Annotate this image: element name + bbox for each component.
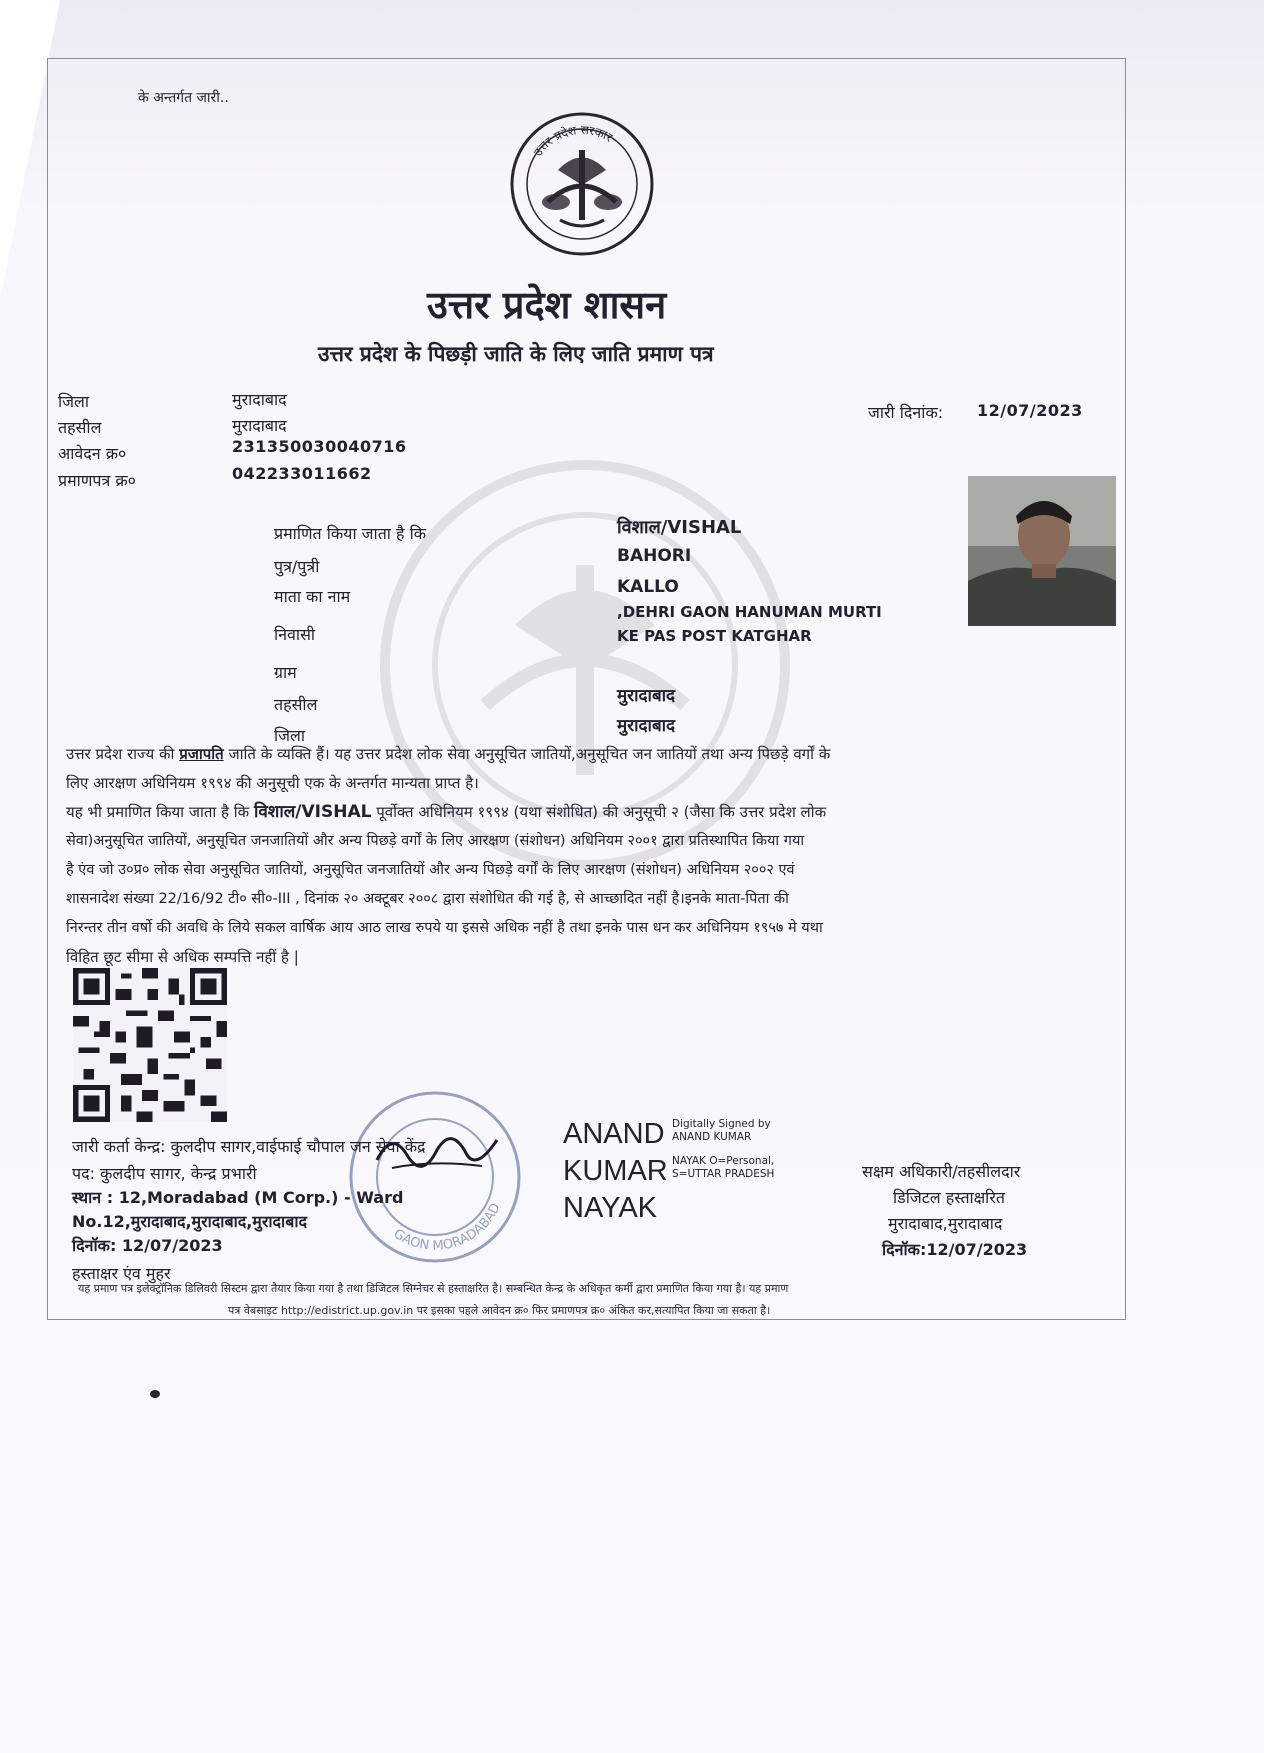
certificate-number: 042233011662 [232,464,372,483]
page-subtitle: उत्तर प्रदेश के पिछड़ी जाति के लिए जाति प्रमाण पत्र [318,342,714,366]
son-of-label: पुत्र/पुत्री [274,557,320,576]
details-tehsil-value: मुरादाबाद [617,686,676,706]
caste-name: प्रजापति [179,745,224,763]
up-government-emblem-icon [508,110,656,258]
application-number: 231350030040716 [232,437,407,456]
digital-sign-line-2: ANAND KUMAR [672,1131,752,1143]
body-line-3-post: पूर्वोक्त अधिनियम १९९४ (यथा संशोधित) की अनुसूची २ (जैसा कि उत्तर प्रदेश लोक [371,803,827,821]
authority-place: मुरादाबाद,मुरादाबाद [888,1214,1003,1233]
tehsil-label: तहसील [58,418,102,437]
authority-title: सक्षम अधिकारी/तहसीलदार [862,1162,1021,1181]
issuer-place-line-2: No.12,मुरादाबाद,मुरादाबाद,मुरादाबाद [72,1212,307,1231]
digital-sign-name-1: ANAND [563,1118,665,1150]
issue-date: 12/07/2023 [977,401,1083,420]
digital-sign-line-4: S=UTTAR PRADESH [672,1168,775,1180]
svg-text:उत्तर प्रदेश सरकार [531,123,616,159]
resident-line-2: KE PAS POST KATGHAR [617,627,812,645]
resident-label: निवासी [274,625,316,644]
ink-dot [150,1390,160,1398]
issue-date-label: जारी दिनांक: [868,403,944,422]
authority-date: दिनॉक:12/07/2023 [882,1240,1028,1259]
issuer-sign-label: हस्ताक्षर एंव मुहर [72,1264,171,1283]
digital-sign-name-2: KUMAR [563,1155,668,1187]
issuer-place-line-1: स्थान : 12,Moradabad (M Corp.) - Ward [72,1188,404,1207]
issuer-date: दिनॉक: 12/07/2023 [72,1236,223,1255]
applicant-name: विशाल/VISHAL [617,517,742,538]
digital-sign-line-3: NAYAK O=Personal, [672,1155,775,1167]
district-label: जिला [58,392,90,411]
applicant-photo-image [968,476,1116,626]
authority-sign: डिजिटल हस्ताक्षरित [893,1188,1005,1207]
qr-code-icon [72,968,228,1122]
details-district-label: जिला [274,726,306,745]
body-line-8: विहित छूट सीमा से अधिक सम्पत्ति नहीं है | [66,948,299,966]
resident-line-1: ,DEHRI GAON HANUMAN MURTI [617,603,882,621]
village-label: ग्राम [274,663,297,682]
digital-sign-line-1: Digitally Signed by [672,1118,771,1130]
certificate-label: प्रमाणपत्र क्र० [58,471,136,490]
footer-line-2: पत्र वेबसाइट http://edistrict.up.gov.in पर इसका पहले आवेदन क्र० फिर प्रमाणपत्र क्र० अंकित कर,सत्यापित किया जा सकता है। [228,1304,771,1317]
body-line-1-post: जाति के व्यक्ति हैं। यह उत्तर प्रदेश लोक सेवा अनुसूचित जातियों,अनुसूचित जन जातियों तथा अन्य पिछड़े वर्गों के [223,745,831,763]
father-name: BAHORI [617,546,692,566]
body-line-3-pre: यह भी प्रमाणित किया जाता है कि [66,803,254,821]
details-tehsil-label: तहसील [274,695,318,714]
applicant-photo [968,476,1116,626]
body-line-7: निरन्तर तीन वर्षो की अवधि के लिये सकल वार्षिक आय आठ लाख रुपये या इससे अधिक नहीं है तथा इनके पास धन कर अधिनियम १९५७ मे यथा [66,920,823,936]
tehsil-value: मुरादाबाद [232,416,287,435]
body-line-6: शासनादेश संख्या 22/16/92 टी० सी०-III , दिनांक २० अक्टूबर २००८ द्वारा संशोधित की गई है, से आच्छादित नहीं है।इनके माता-पिता की [66,891,789,907]
emblem-text: उत्तर प्रदेश सरकार [530,122,615,159]
body-line-1-pre: उत्तर प्रदेश राज्य की [66,745,180,763]
seal-text: GAON MORADABAD [390,1201,504,1254]
application-label: आवेदन क्र० [58,444,127,463]
body-line-3 [66,798,1128,827]
details-district-value: मुरादाबाद [617,716,676,736]
body-line-4: सेवा)अनुसूचित जातियों, अनुसूचित जनजातियों और अन्य पिछड़े वर्गों के लिए आरक्षण (संशोधन) अधिनियम २००१ द्वारा प्रतिस्थापित किया गया [66,833,805,849]
mother-label: माता का नाम [274,587,351,606]
digital-sign-name-3: NAYAK [563,1192,658,1224]
body-applicant-name: विशाल/VISHAL [253,802,372,822]
issuer-center: जारी कर्ता केन्द्र: कुलदीप सागर,वाईफाई चौपाल जन सेवा केंद्र [72,1137,426,1156]
body-line-2: लिए आरक्षण अधिनियम १९९४ की अनुसूची एक के अन्तर्गत मान्यता प्राप्त है। [66,774,479,792]
mother-name: KALLO [617,577,679,597]
body-line-1 [66,740,1128,769]
certified-label: प्रमाणित किया जाता है कि [274,524,427,543]
top-note: के अन्तर्गत जारी.. [138,90,229,106]
district-value: मुरादाबाद [232,390,287,409]
body-line-5: है एंव जो उ०प्र० लोक सेवा अनुसूचित जातियों, अनुसूचित जनजातियों और अन्य पिछड़े वर्गों के लिए आरक्षण (संशोधन) अधिनियम २००२ एवं [66,862,795,878]
issuer-post: पद: कुलदीप सागर, केन्द्र प्रभारी [72,1164,257,1183]
footer-line-1: यह प्रमाण पत्र इलेक्ट्रॉनिक डिलिवरी सिस्टम द्वारा तैयार किया गया है तथा डिजिटल सिग्नेचर से हस्ताक्षरित है। सम्बन्धित केन्द्र के अधिकृत कर्मी द्वारा प्रमाणित किया गया है। यह प्रमाण [78,1282,789,1295]
page-title: उत्तर प्रदेश शासन [427,283,667,327]
